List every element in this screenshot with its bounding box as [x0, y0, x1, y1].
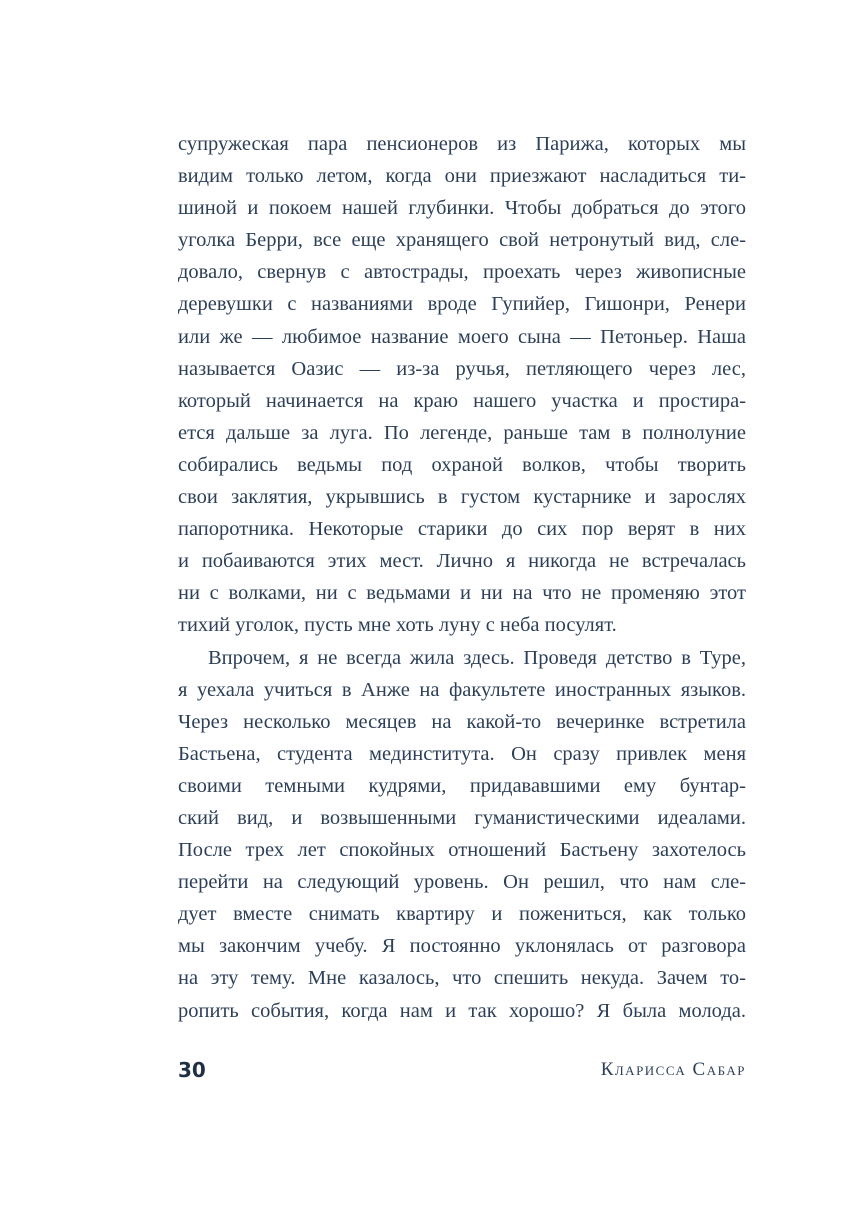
- text-line: на эту тему. Мне казалось, что спешить некуда. Зачем то-: [178, 967, 746, 990]
- text-line: После трех лет спокойных отношений Бастьену захотелось: [178, 839, 746, 862]
- text-line: собирались ведьмы под охраной волков, чтобы творить: [178, 453, 746, 476]
- text-line: который начинается на краю нашего участка и простира-: [178, 389, 746, 412]
- text-line: шиной и покоем нашей глубинки. Чтобы добраться до этого: [178, 197, 746, 220]
- text-line: тихий уголок, пусть мне хоть луну с неба посулят.: [178, 614, 617, 637]
- text-line: ется дальше за луга. По легенде, раньше там в полнолуние: [178, 421, 746, 444]
- text-line: перейти на следующий уровень. Он решил, что нам сле-: [178, 871, 746, 894]
- text-line: уголка Берри, все еще хранящего свой нетронутый вид, сле-: [178, 229, 746, 252]
- text-line: довало, свернув с автострады, проехать через живописные: [178, 261, 746, 284]
- paragraph-1: [178, 128, 746, 642]
- paragraph-2: [178, 642, 746, 1027]
- text-line: папоротника. Некоторые старики до сих пор верят в них: [178, 518, 746, 541]
- text-line: дует вместе снимать квартиру и пожениться, как только: [178, 903, 746, 926]
- text-line: супружеская пара пенсионеров из Парижа, которых мы: [178, 133, 746, 155]
- page-number: 30: [178, 1058, 206, 1082]
- text-line: Впрочем, я не всегда жила здесь. Проведя детство в Туре,: [208, 646, 746, 669]
- text-line: я уехала учиться в Анже на факультете иностранных языков.: [178, 678, 746, 701]
- text-line: мы закончим учебу. Я постоянно уклонялась от разговора: [178, 935, 746, 958]
- text-line: ни с волками, ни с ведьмами и ни на что не променяю этот: [178, 582, 746, 605]
- running-header-author: Кларисса Сабар: [600, 1059, 746, 1080]
- body-text: [178, 128, 746, 1027]
- text-line: называется Оазис — из-за ручья, петляющего через лес,: [178, 357, 746, 380]
- text-line: свои заклятия, укрывшись в густом кустарнике и зарослях: [178, 486, 746, 509]
- text-line: Бастьена, студента мединститута. Он сразу привлек меня: [178, 742, 746, 765]
- text-line: ропить события, когда нам и так хорошо? Я была молода.: [178, 999, 746, 1022]
- page-footer: [178, 1054, 746, 1086]
- text-line: деревушки с названиями вроде Гупийер, Гишонри, Ренери: [178, 293, 746, 316]
- text-line: или же — любимое название моего сына — Петоньер. Наша: [178, 325, 746, 348]
- text-line: видим только летом, когда они приезжают насладиться ти-: [178, 165, 746, 188]
- text-line: своими темными кудрями, придававшими ему бунтар-: [178, 774, 746, 797]
- text-line: и побаиваются этих мест. Лично я никогда не встречалась: [178, 550, 746, 573]
- text-line: Через несколько месяцев на какой-то вечеринке встретила: [178, 710, 746, 733]
- text-line: ский вид, и возвышенными гуманистическими идеалами.: [178, 806, 746, 829]
